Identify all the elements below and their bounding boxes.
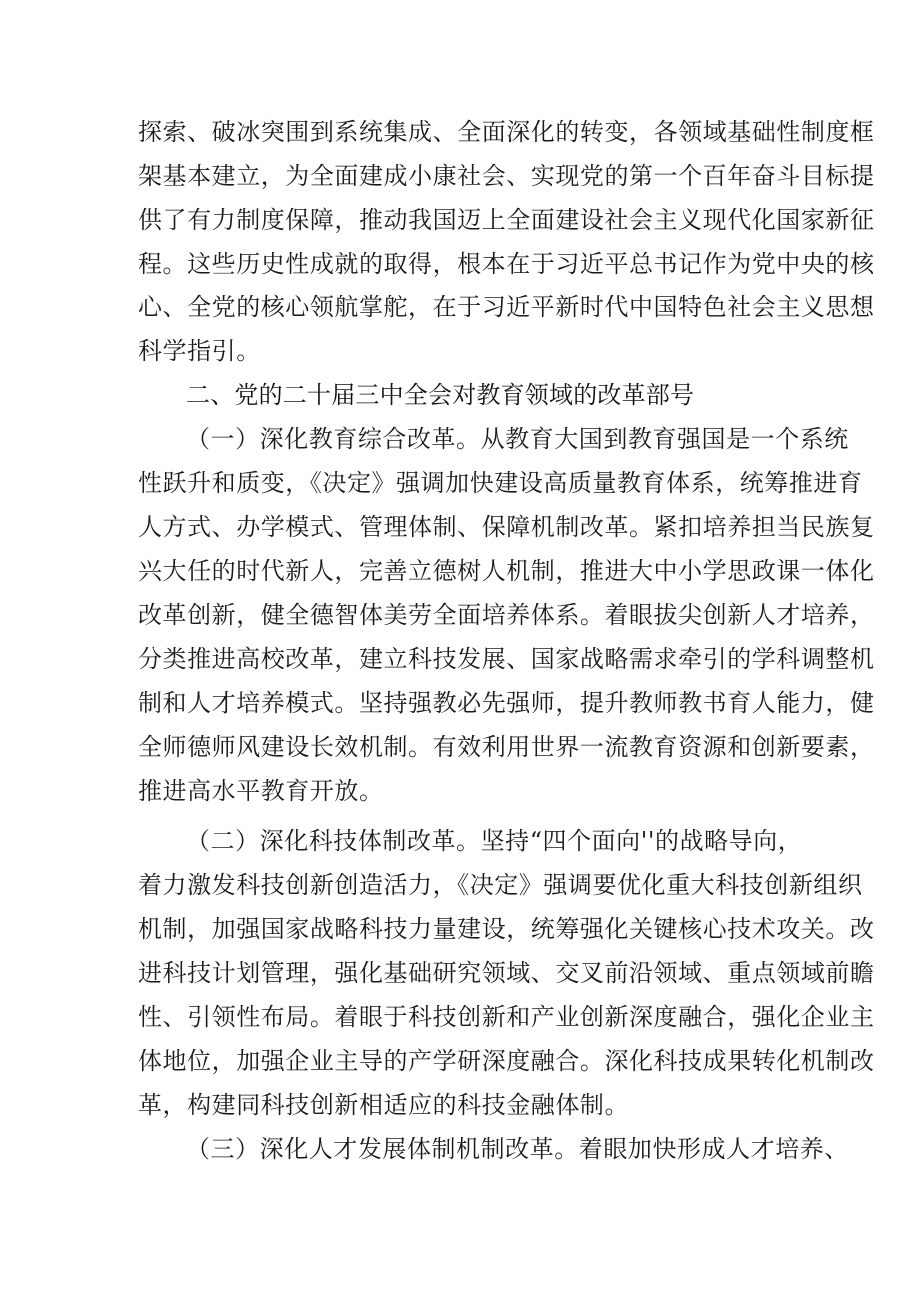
paragraph-line: 机制，加强国家战略科技力量建设，统筹强化关键核心技术攻关。改 (138, 915, 875, 943)
paragraph-line: 进科技计划管理，强化基础研究领域、交叉前沿领域、重点领域前瞻 (138, 959, 875, 987)
paragraph-line: 革，构建同科技创新相适应的科技金融体制。 (138, 1091, 629, 1119)
paragraph-line: 架基本建立，为全面建成小康社会、实现党的第一个百年奋斗目标提 (138, 162, 875, 190)
paragraph-line: 探索、破冰突围到系统集成、全面深化的转变，各领域基础性制度框 (138, 118, 875, 146)
paragraph-line: （三）深化人才发展体制机制改革。着眼加快形成人才培养、 (186, 1135, 849, 1163)
paragraph-line: 推进高水平教育开放。 (138, 777, 384, 805)
paragraph-line: 供了有力制度保障，推动我国迈上全面建设社会主义现代化国家新征 (138, 206, 875, 234)
paragraph-line: 体地位，加强企业主导的产学研深度融合。深化科技成果转化机制改 (138, 1047, 875, 1075)
paragraph-line: 全师德师风建设长效机制。有效利用世界一流教育资源和创新要素， (138, 733, 875, 761)
paragraph-line: 改革创新，健全德智体美劳全面培养体系。着眼拔尖创新人才培养， (138, 601, 875, 629)
paragraph-line: 程。这些历史性成就的取得，根本在于习近平总书记作为党中央的核 (138, 250, 875, 278)
paragraph-line: 着力激发科技创新创造活力，《决定》强调要优化重大科技创新组织 (138, 871, 863, 899)
paragraph-line: 性、引领性布局。着眼于科技创新和产业创新深度融合，强化企业主 (138, 1003, 875, 1031)
paragraph-line: 人方式、办学模式、管理体制、保障机制改革。紧扣培养担当民族复 (138, 513, 875, 541)
paragraph-line: （二）深化科技体制改革。坚持“四个面向''的战略导向， (186, 827, 803, 855)
paragraph-line: 分类推进高校改革，建立科技发展、国家战略需求牵引的学科调整机 (138, 645, 875, 673)
paragraph-line: 心、全党的核心领航掌舵，在于习近平新时代中国特色社会主义思想 (138, 293, 875, 321)
paragraph-line: 兴大任的时代新人，完善立德树人机制，推进大中小学思政课一体化 (138, 557, 875, 585)
paragraph-line: （一）深化教育综合改革。从教育大国到教育强国是一个系统 (186, 425, 849, 453)
section-heading: 二、党的二十届三中全会对教育领域的改革部号 (186, 381, 695, 409)
paragraph-line: 性跃升和质变，《决定》强调加快建设高质量教育体系，统筹推进育 (138, 469, 863, 497)
paragraph-line: 制和人才培养模式。坚持强教必先强师，提升教师教书育人能力，健 (138, 689, 875, 717)
paragraph-line: 科学指引。 (138, 337, 261, 365)
